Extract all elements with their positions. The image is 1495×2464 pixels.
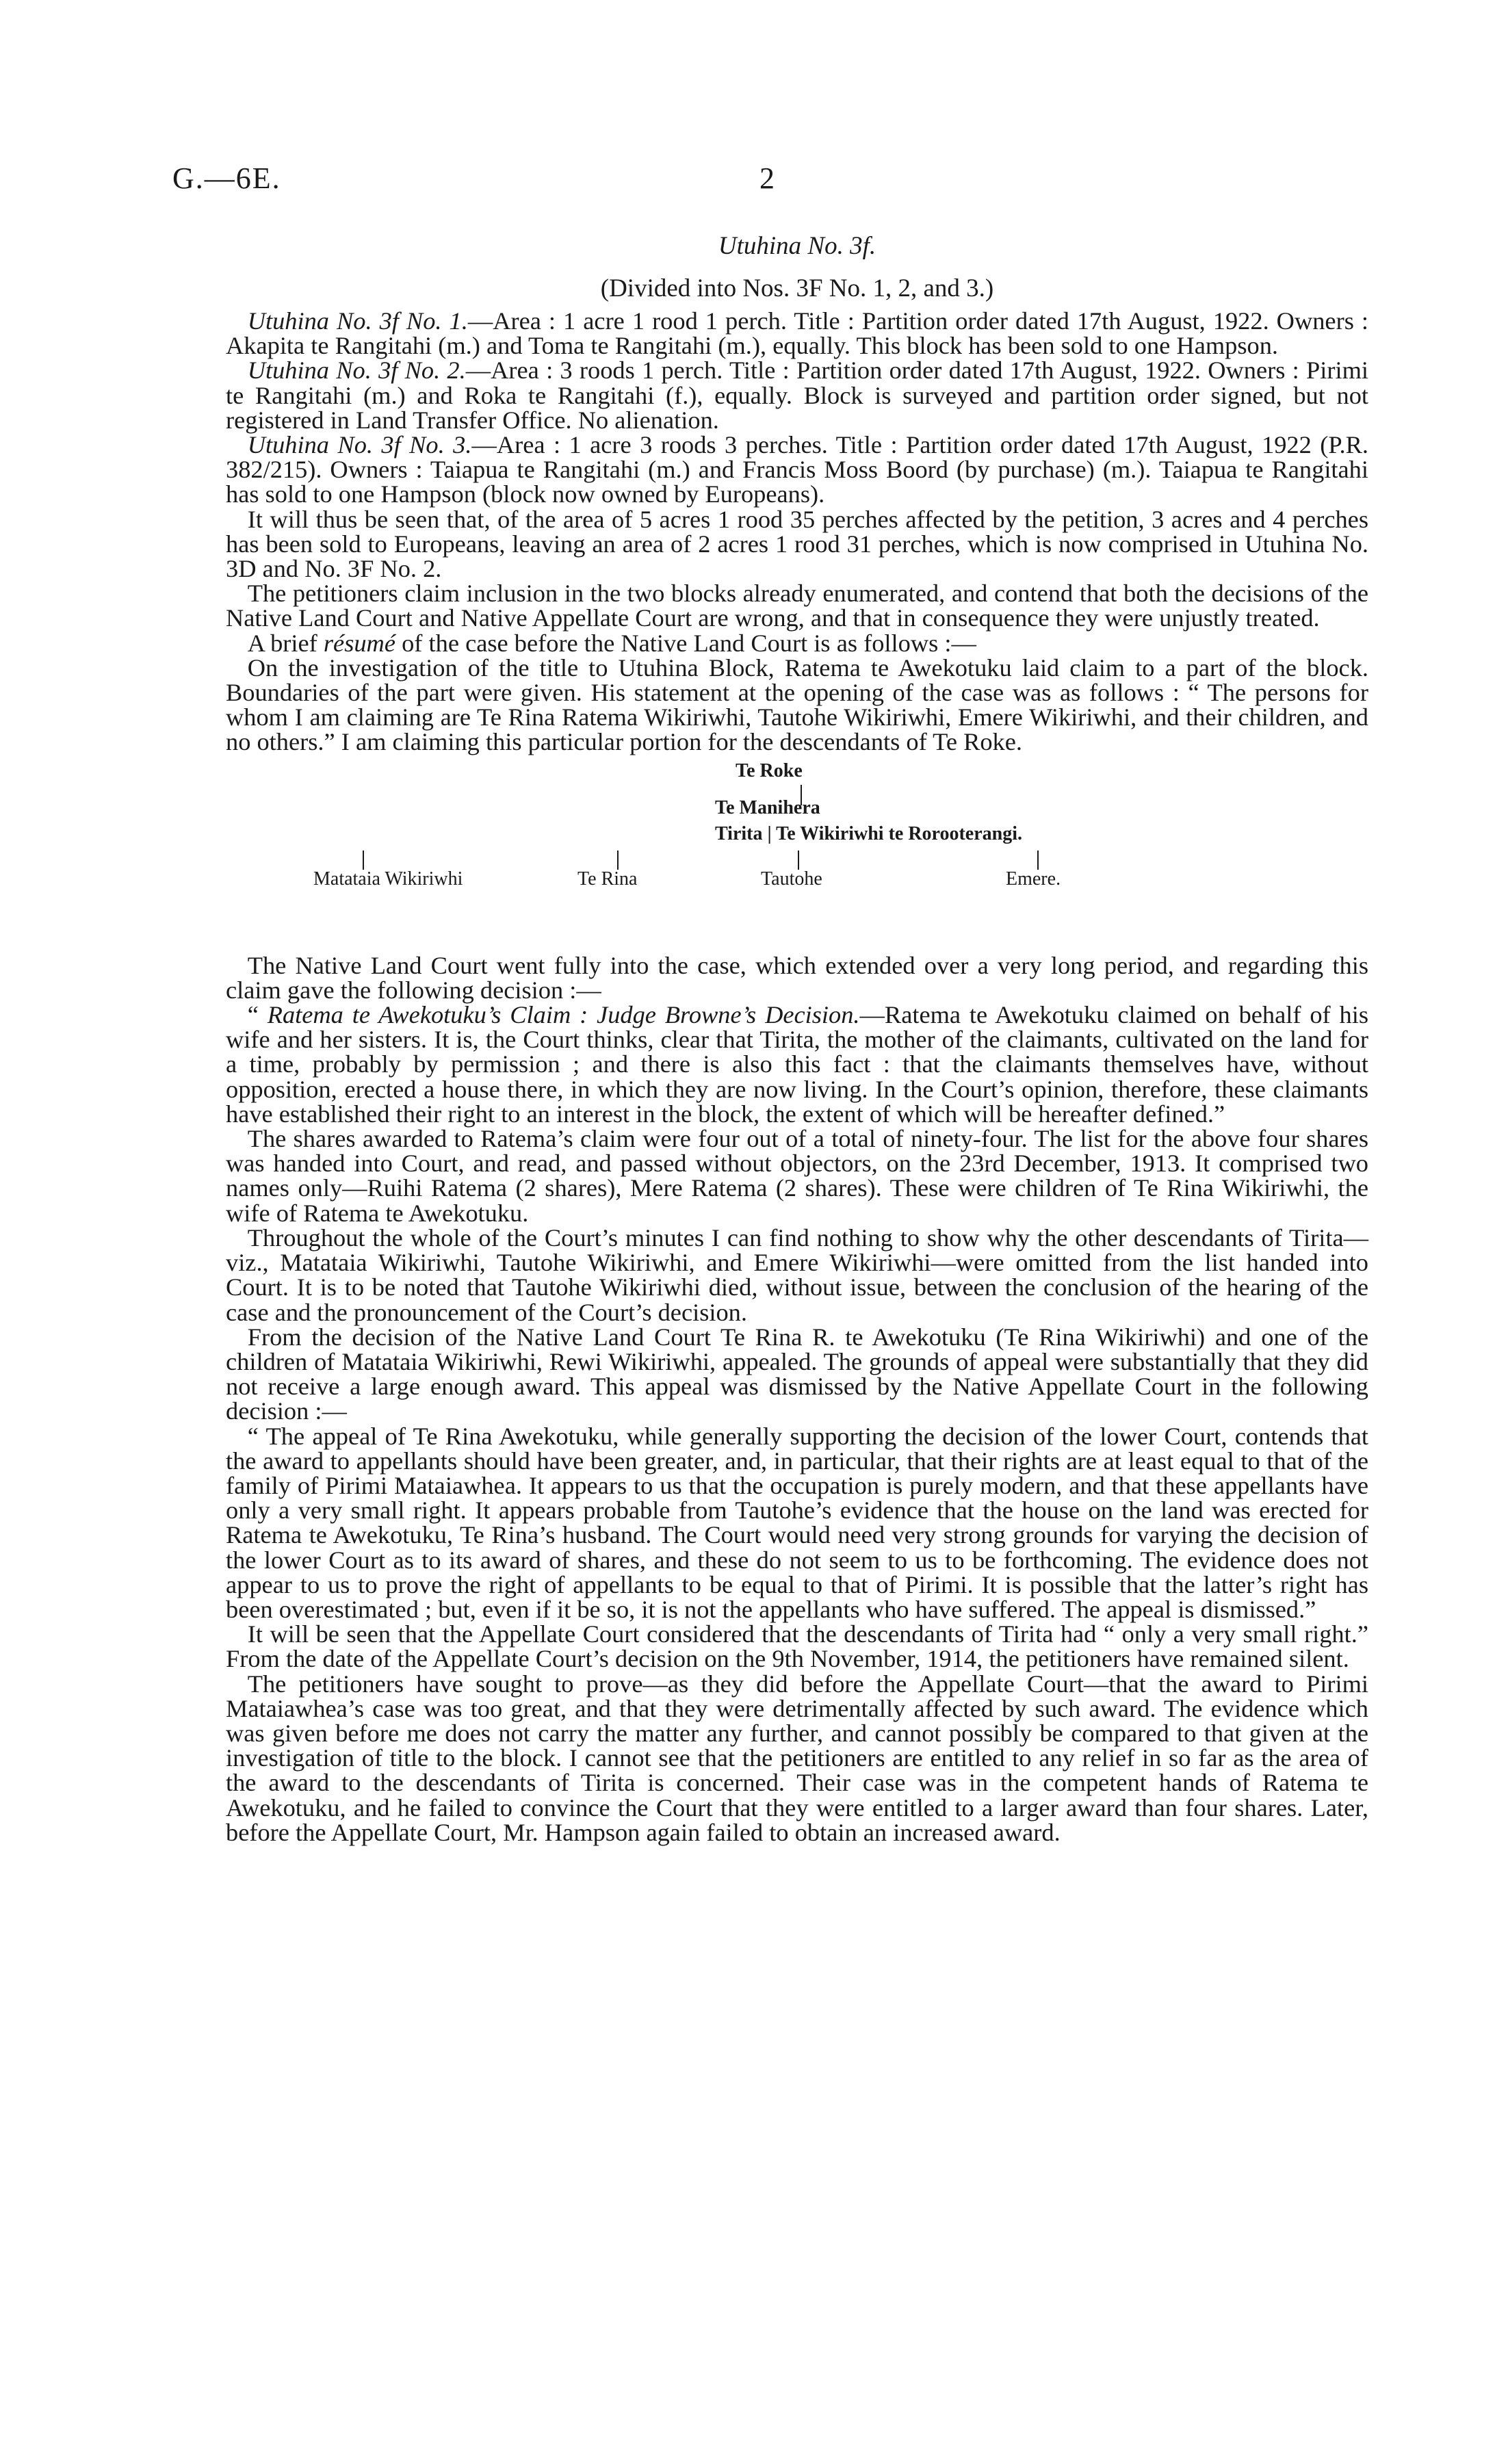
block-1-lead: Utuhina No. 3f No. 1. <box>247 307 468 335</box>
document-reference: G.—6E. <box>172 161 281 195</box>
block-1-paragraph <box>226 309 1368 358</box>
appellate-quote: “ The appeal of Te Rina Awekotuku, while generally supporting the decision of the lower Court, contends that the award to appellants should have been greater, and, in particular, that their rights are at least equal to that of the family of Pirimi Mataiawhea. It appears to us that the occupation is purely modern, and that these appellants have only a very small right. It appears probable from Tautohe’s evidence that the house on the land was erected for Ratema te Awekotuku, Te Rina’s husband. The Court would need very strong grounds for varying the decision of the lower Court as to its award of shares, and these do not seem to us to be forthcoming. The evidence does not appear to us to prove the right of appellants to be equal to that of Pirimi. It is possible that the latter’s right has been overestimated ; but, even if it be so, it is not the appellants who have suffered. The appeal is dismissed.” <box>226 1422 1368 1623</box>
genealogy-tree <box>226 755 1368 953</box>
investigation-paragraph: On the investigation of the title to Utuhina Block, Ratema te Awekotuku laid claim to a part of the block. Boundaries of the part were given. His statement at the opening of the case was as follows : “ The persons for whom I am claiming are Te Rina Ratema Wikiriwhi, Tautohe Wikiriwhi, Emere Wikiriwhi, and their children, and no others.” I am claiming this particular portion for the descendants of Te Roke. <box>226 653 1368 756</box>
text-run: “ <box>247 1001 268 1029</box>
tree-grandchild: Emere. <box>1006 868 1061 890</box>
block-2-text: —Area : 3 roods 1 perch. Title : Partition order dated 17th August, 1922. Owners : Pirimi te Rangitahi (m.) and Roka te Rangitahi (f.), equally. Block is surveyed and partition order signed, but not registered in Land Transfer Office. No alienation. <box>226 356 1368 434</box>
tree-couple: Tirita | Te Wikiriwhi te Rorooterangi. <box>715 822 1022 844</box>
paragraph: From the decision of the Native Land Court Te Rina R. te Awekotuku (Te Rina Wikiriwhi) and one of the children of Matataia Wikiriwhi, Rewi Wikiriwhi, appealed. The grounds of appeal were substantially that they did not receive a large enough award. This appeal was dismissed by the Native Appellate Court in the following decision :— <box>226 1323 1368 1425</box>
paragraph: It will thus be seen that, of the area of 5 acres 1 rood 35 perches affected by the petition, 3 acres and 4 perches has been sold to Europeans, leaving an area of 2 acres 1 rood 31 perches, which is now comprised in Utuhina No. 3D and No. 3F No. 2. <box>226 505 1368 583</box>
tree-connector <box>1037 851 1039 870</box>
paragraph: Throughout the whole of the Court’s minutes I can find nothing to show why the other descendants of Tirita—viz., Matataia Wikiriwhi, Tautohe Wikiriwhi, and Emere Wikiriwhi—were omitted from the list handed into Court. It is to be noted that Tautohe Wikiriwhi died, without issue, between the conclusion of the hearing of the case and the pronouncement of the Court’s decision. <box>226 1223 1368 1326</box>
block-1-text: —Area : 1 acre 1 rood 1 perch. Title : Partition order dated 17th August, 1922. Owners : Akapita te Rangitahi (m.) and Toma te Rangitahi (m.), equally. This block has been sold to one Hampson. <box>226 307 1368 360</box>
italic-heading: Ratema te Awekotuku’s Claim : Judge Browne’s Decision. <box>267 1001 860 1029</box>
tree-connector <box>798 851 799 870</box>
section-subtitle: (Divided into Nos. 3F No. 1, 2, and 3.) <box>600 274 994 302</box>
tree-grandchild: Tautohe <box>761 868 822 890</box>
text-run: —Ratema te Awekotuku claimed on behalf of his wife and her sisters. It is, the Court thinks, clear that Tirita, the mother of the claimants, cultivated on the land for a time, probably by permission ; and there is also this fact : that the claimants themselves have, without opposition, erected a house there, in which they are now living. In the Court’s opinion, therefore, these claimants have established their right to an interest in the block, the extent of which will be hereafter defined.” <box>226 1001 1368 1128</box>
block-2-paragraph <box>226 358 1368 432</box>
paragraph: The Native Land Court went fully into the case, which extended over a very long period, and regarding this claim gave the following decision :— <box>226 951 1368 1004</box>
tree-child: Te Manihera <box>715 796 820 818</box>
page-number: 2 <box>759 161 775 195</box>
paragraph: The petitioners claim inclusion in the two blocks already enumerated, and contend that both the decisions of the Native Land Court and Native Appellate Court are wrong, and that in consequence they were unjustly treated. <box>226 580 1368 632</box>
paragraph: The shares awarded to Ratema’s claim were four out of a total of ninety-four. The list for the above four shares was handed into Court, and read, and passed without objectors, on the 23rd December, 1913. It comprised two names only—Ruihi Ratema (2 shares), Mere Ratema (2 shares). These were children of Te Rina Wikiriwhi, the wife of Ratema te Awekotuku. <box>226 1125 1368 1227</box>
tree-grandchild: Te Rina <box>577 868 638 890</box>
paragraph: The petitioners have sought to prove—as they did before the Appellate Court—that the award to Pirimi Mataiawhea’s case was too great, and that they were detrimentally affected by such award. The evidence which was given before me does not carry the matter any further, and cannot possibly be compared to that given at the investigation of title to the block. I cannot see that the petitioners are entitled to any relief in so far as the area of the award to the descendants of Tirita is concerned. Their case was in the competent hands of Ratema te Awekotuku, and he failed to convince the Court that they were entitled to a larger award than four shares. Later, before the Appellate Court, Mr. Hampson again failed to obtain an increased award. <box>226 1670 1368 1846</box>
text-run: A brief <box>247 629 324 657</box>
block-3-text: —Area : 1 acre 3 roods 3 perches. Title : Partition order dated 17th August, 1922 (P.R. 382/215). Owners : Taiapua te Rangitahi (m.) and Francis Moss Boord (by purchase) (m.). Taiapua te Rangitahi has sold to one Hampson (block now owned by Europeans). <box>226 431 1368 508</box>
page-body <box>226 229 1368 1845</box>
tree-root: Te Roke <box>736 760 803 781</box>
tree-connector <box>363 851 364 870</box>
block-2-lead: Utuhina No. 3f No. 2. <box>247 356 466 385</box>
section-title: Utuhina No. 3f. <box>718 232 876 260</box>
block-3-lead: Utuhina No. 3f No. 3. <box>247 431 472 459</box>
paragraph: It will be seen that the Appellate Court considered that the descendants of Tirita had “ only a very small right.” From the date of the Appellate Court’s decision on the 9th November, 1914, the petitioners have remained silent. <box>226 1620 1368 1673</box>
text-run: of the case before the Native Land Court is as follows :— <box>395 629 976 657</box>
tree-grandchild: Matataia Wikiriwhi <box>313 868 463 890</box>
italic-term: résumé <box>323 629 395 657</box>
tree-connector <box>617 851 619 870</box>
block-3-paragraph <box>226 432 1368 507</box>
resume-paragraph <box>226 631 1368 656</box>
decision-quote <box>226 1002 1368 1126</box>
